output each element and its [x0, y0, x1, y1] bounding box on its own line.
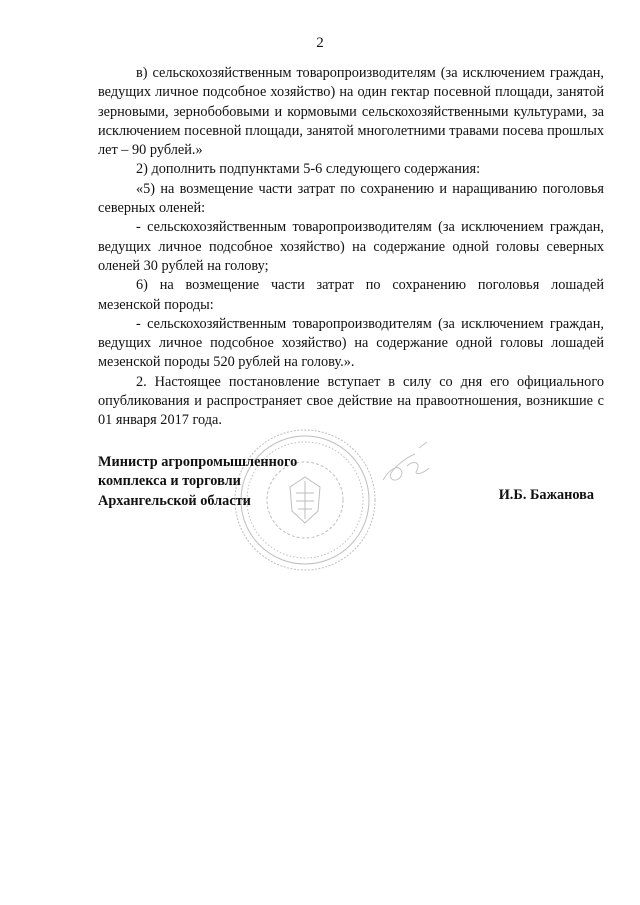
page-number: 2: [316, 35, 324, 51]
paragraph-horses-dash: - сельскохозяйственным товаропроизводителям (за исключением граждан, ведущих личное подсобное хозяйство) на содержание одной головы лошадей мезенской породы 520 рублей на голову.».: [98, 315, 604, 371]
paragraph-effective-date: 2. Настоящее постановление вступает в силу со дня его официального опубликования и распространяет свое действие на правоотношения, возникшие с 01 января 2017 года.: [98, 373, 604, 429]
paragraph-subitem-5: «5) на возмещение части затрат по сохранению и наращиванию поголовья северных оленей:: [98, 180, 604, 217]
paragraph-reindeer-dash: - сельскохозяйственным товаропроизводителям (за исключением граждан, ведущих личное подсобное хозяйство) на содержание одной головы северных оленей 30 рублей на голову;: [98, 219, 604, 274]
signer-title-line: комплекса и торговли: [98, 473, 241, 490]
paragraph-item-v: в) сельскохозяйственным товаропроизводителям (за исключением граждан, ведущих личное подсобное хозяйство) на один гектар посевной площади, занятой зерновыми, зернобобовыми и кормовыми сельскохозяйственными культурами, за исключением посевной площади, занятой многолетними травами посева прошлых лет – 90 рублей.»: [98, 65, 604, 159]
signature-scribble-icon: [375, 440, 435, 495]
signer-name: И.Б. Бажанова: [498, 487, 594, 503]
document-body: [98, 64, 604, 431]
signer-title-line: Архангельской области: [98, 492, 251, 509]
signer-title: [98, 453, 297, 511]
signer-title-line: Министр агропромышленного: [98, 454, 298, 470]
paragraph-amendment-2: 2) дополнить подпунктами 5-6 следующего содержания:: [136, 161, 481, 178]
paragraph-subitem-6: 6) на возмещение части затрат по сохранению поголовья лошадей мезенской породы:: [98, 277, 604, 313]
